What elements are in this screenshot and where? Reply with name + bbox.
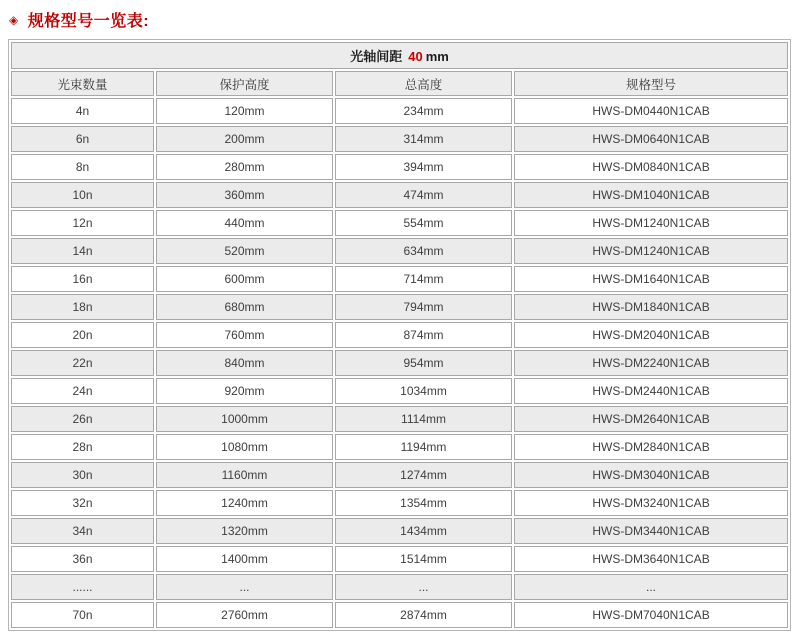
table-row xyxy=(11,490,788,516)
protection-height-cell: 440mm xyxy=(156,210,333,236)
total-height-cell: ... xyxy=(335,574,512,600)
table-row xyxy=(11,406,788,432)
table-row xyxy=(11,602,788,628)
total-height-cell: 1434mm xyxy=(335,518,512,544)
protection-height-cell: 520mm xyxy=(156,238,333,264)
model-cell: HWS-DM3440N1CAB xyxy=(514,518,788,544)
table-row xyxy=(11,518,788,544)
column-header-row xyxy=(11,71,788,96)
total-height-cell: 1274mm xyxy=(335,462,512,488)
table-row xyxy=(11,350,788,376)
model-cell: HWS-DM2640N1CAB xyxy=(514,406,788,432)
banner-unit: mm xyxy=(425,49,449,64)
model-cell: HWS-DM1840N1CAB xyxy=(514,294,788,320)
protection-height-cell: 1320mm xyxy=(156,518,333,544)
beam-count-cell: 26n xyxy=(11,406,154,432)
beam-count-cell: 24n xyxy=(11,378,154,404)
protection-height-cell: 2760mm xyxy=(156,602,333,628)
table-row xyxy=(11,154,788,180)
table-row xyxy=(11,462,788,488)
table-row xyxy=(11,434,788,460)
protection-height-cell: 120mm xyxy=(156,98,333,124)
model-cell: HWS-DM1240N1CAB xyxy=(514,210,788,236)
beam-count-cell: 12n xyxy=(11,210,154,236)
table-row xyxy=(11,266,788,292)
table-row xyxy=(11,182,788,208)
total-height-cell: 874mm xyxy=(335,322,512,348)
model-cell: HWS-DM1040N1CAB xyxy=(514,182,788,208)
protection-height-cell: 840mm xyxy=(156,350,333,376)
beam-count-cell: 16n xyxy=(11,266,154,292)
protection-height-cell: 600mm xyxy=(156,266,333,292)
banner-cell xyxy=(11,42,788,69)
spec-table xyxy=(8,39,791,631)
model-cell: HWS-DM3040N1CAB xyxy=(514,462,788,488)
spec-table-body xyxy=(11,98,788,628)
beam-count-cell: 10n xyxy=(11,182,154,208)
banner-label: 光轴间距 xyxy=(350,49,403,64)
beam-count-cell: 32n xyxy=(11,490,154,516)
model-cell: HWS-DM3640N1CAB xyxy=(514,546,788,572)
protection-height-cell: 1000mm xyxy=(156,406,333,432)
model-cell: HWS-DM2240N1CAB xyxy=(514,350,788,376)
column-header-beam-count: 光束数量 xyxy=(11,71,154,96)
total-height-cell: 1514mm xyxy=(335,546,512,572)
beam-count-cell: 14n xyxy=(11,238,154,264)
table-row xyxy=(11,210,788,236)
column-header-model: 规格型号 xyxy=(514,71,788,96)
table-row xyxy=(11,322,788,348)
total-height-cell: 2874mm xyxy=(335,602,512,628)
beam-count-cell: 30n xyxy=(11,462,154,488)
table-row xyxy=(11,378,788,404)
protection-height-cell: 360mm xyxy=(156,182,333,208)
protection-height-cell: 1400mm xyxy=(156,546,333,572)
total-height-cell: 714mm xyxy=(335,266,512,292)
model-cell: HWS-DM3240N1CAB xyxy=(514,490,788,516)
table-row xyxy=(11,574,788,600)
table-row xyxy=(11,98,788,124)
protection-height-cell: 920mm xyxy=(156,378,333,404)
total-height-cell: 394mm xyxy=(335,154,512,180)
model-cell: HWS-DM2840N1CAB xyxy=(514,434,788,460)
model-cell: HWS-DM0840N1CAB xyxy=(514,154,788,180)
banner-row xyxy=(11,42,788,69)
protection-height-cell: 680mm xyxy=(156,294,333,320)
protection-height-cell: 1240mm xyxy=(156,490,333,516)
total-height-cell: 474mm xyxy=(335,182,512,208)
beam-count-cell: 22n xyxy=(11,350,154,376)
model-cell: HWS-DM2040N1CAB xyxy=(514,322,788,348)
model-cell: HWS-DM0440N1CAB xyxy=(514,98,788,124)
model-cell: HWS-DM1240N1CAB xyxy=(514,238,788,264)
beam-count-cell: 8n xyxy=(11,154,154,180)
total-height-cell: 954mm xyxy=(335,350,512,376)
total-height-cell: 1354mm xyxy=(335,490,512,516)
total-height-cell: 634mm xyxy=(335,238,512,264)
beam-count-cell: 18n xyxy=(11,294,154,320)
total-height-cell: 314mm xyxy=(335,126,512,152)
model-cell: ... xyxy=(514,574,788,600)
beam-count-cell: 34n xyxy=(11,518,154,544)
beam-count-cell: 28n xyxy=(11,434,154,460)
beam-count-cell: 4n xyxy=(11,98,154,124)
beam-count-cell: 20n xyxy=(11,322,154,348)
beam-count-cell: 70n xyxy=(11,602,154,628)
beam-count-cell: 6n xyxy=(11,126,154,152)
protection-height-cell: 1160mm xyxy=(156,462,333,488)
total-height-cell: 1114mm xyxy=(335,406,512,432)
total-height-cell: 554mm xyxy=(335,210,512,236)
protection-height-cell: 1080mm xyxy=(156,434,333,460)
model-cell: HWS-DM0640N1CAB xyxy=(514,126,788,152)
beam-count-cell: ...... xyxy=(11,574,154,600)
total-height-cell: 234mm xyxy=(335,98,512,124)
beam-count-cell: 36n xyxy=(11,546,154,572)
protection-height-cell: 200mm xyxy=(156,126,333,152)
column-header-total-height: 总高度 xyxy=(335,71,512,96)
protection-height-cell: 760mm xyxy=(156,322,333,348)
diamond-bullet-icon: ◈ xyxy=(9,12,19,27)
protection-height-cell: 280mm xyxy=(156,154,333,180)
page-title-text: 规格型号一览表: xyxy=(27,13,150,30)
column-header-protection-height: 保护高度 xyxy=(156,71,333,96)
table-row xyxy=(11,238,788,264)
table-row xyxy=(11,126,788,152)
total-height-cell: 1034mm xyxy=(335,378,512,404)
page-title xyxy=(9,8,792,31)
protection-height-cell: ... xyxy=(156,574,333,600)
model-cell: HWS-DM2440N1CAB xyxy=(514,378,788,404)
table-row xyxy=(11,294,788,320)
total-height-cell: 1194mm xyxy=(335,434,512,460)
banner-value: 40 xyxy=(408,49,423,64)
model-cell: HWS-DM1640N1CAB xyxy=(514,266,788,292)
table-row xyxy=(11,546,788,572)
model-cell: HWS-DM7040N1CAB xyxy=(514,602,788,628)
total-height-cell: 794mm xyxy=(335,294,512,320)
